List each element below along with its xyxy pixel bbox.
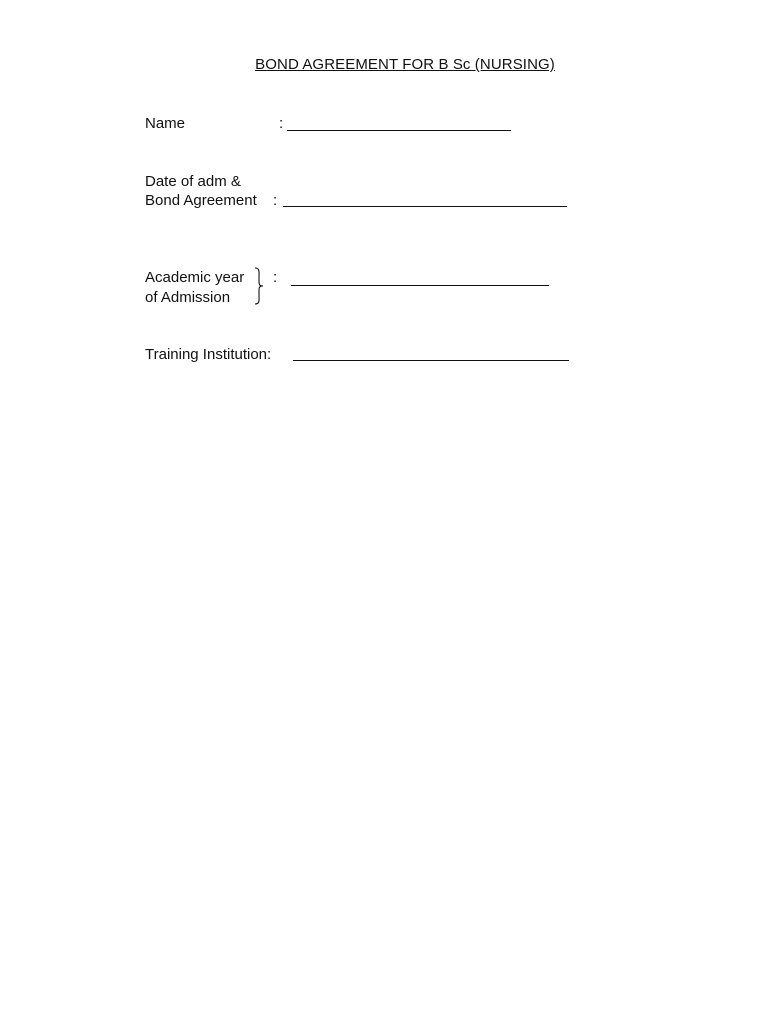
bond-agreement-label: Bond Agreement [145,192,257,209]
of-admission-label: of Admission [145,289,231,306]
date-of-admission-label: Date of adm & [145,173,241,190]
date-bond-blank-line[interactable] [283,206,567,207]
academic-year-colon: : [273,269,278,286]
name-label: Name [145,115,186,132]
training-institution-blank-line[interactable] [293,360,569,361]
training-institution-label: Training Institution: [145,346,272,363]
date-bond-colon: : [273,192,278,209]
page-title: BOND AGREEMENT FOR B Sc (NURSING) [255,56,555,73]
academic-year-blank-line[interactable] [291,285,549,286]
name-blank-line[interactable] [287,130,511,131]
right-brace-icon [252,266,266,306]
academic-year-label: Academic year [145,269,245,286]
name-colon: : [279,115,284,132]
